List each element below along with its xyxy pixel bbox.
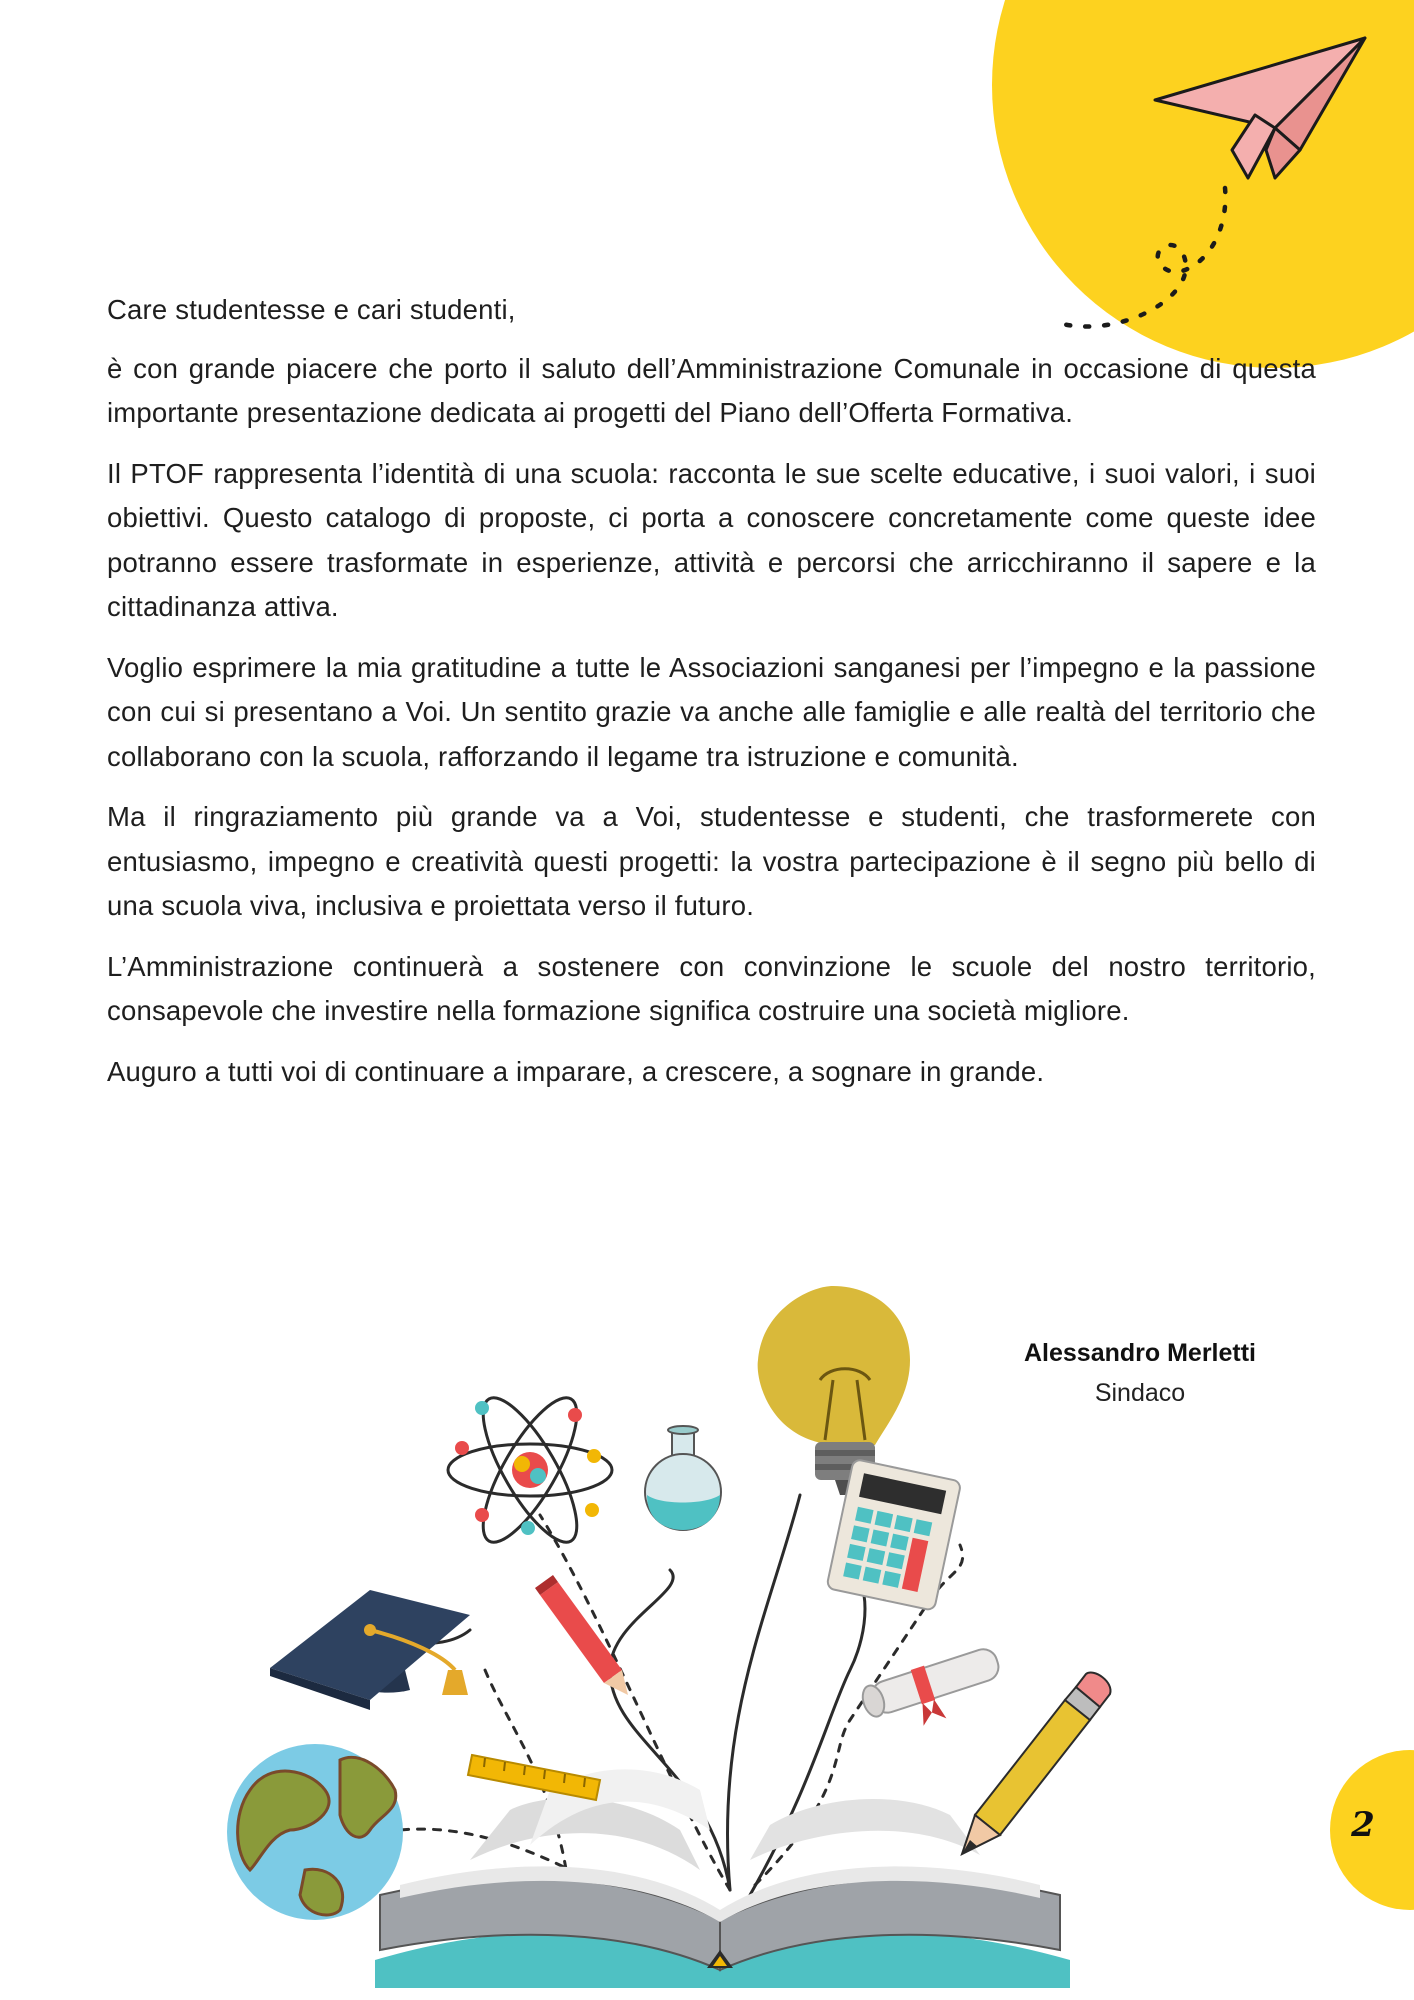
open-book-icon [375, 1769, 1070, 1988]
letter-paragraph: L’Amministrazione continuerà a sostenere con convinzione le scuole del nostro territorio, consapevole che investire nella formazione significa costruire una società migliore. [107, 950, 1316, 1026]
globe-icon [227, 1744, 403, 1920]
graduation-cap-icon [270, 1590, 470, 1710]
letter-paragraph: Voglio esprimere la mia gratitudine a tutte le Associazioni sanganesi per l’impegno e la passione con cui si presentano a Voi. Un sentito grazie va anche alle famiglie e alle realtà del territorio che collaborano con la scuola, rafforzando il legame tra istruzione e comunità. [107, 651, 1316, 772]
red-pencil-icon [535, 1575, 628, 1695]
education-illustration [210, 1270, 1220, 1990]
letter-greeting: Care studentesse e cari studenti, [107, 294, 516, 325]
signatory-role: Sindaco [1094, 1379, 1186, 1407]
letter-closing: Auguro a tutti voi di continuare a imparare, a crescere, a sognare in grande. [107, 1055, 1045, 1087]
yellow-pencil-icon [962, 1673, 1111, 1854]
signatory-name: Alessandro Merletti [1023, 1339, 1256, 1367]
flask-icon [645, 1426, 721, 1530]
atom-icon [448, 1386, 612, 1554]
page-number: 2 [1351, 1805, 1375, 1845]
letter-body [107, 288, 1316, 1110]
diploma-icon [858, 1644, 1009, 1741]
letter-paragraph: Ma il ringraziamento più grande va a Voi, studentesse e studenti, che trasformerete con entusiasmo, impegno e creatività questi progetti: la vostra partecipazione è il segno più bello di una scuola viva, inclusiva e proiettata verso il futuro. [107, 801, 1316, 921]
letter-paragraph: è con grande piacere che porto il saluto dell’Amministrazione Comunale in occasione di questa importante presentazione dedicata ai progetti del Piano dell’Offerta Formativa. [107, 352, 1316, 428]
letter-paragraph: Il PTOF rappresenta l’identità di una scuola: racconta le sue scelte educative, i suoi valori, i suoi obiettivi. Questo catalogo di proposte, ci porta a conoscere concretamente come queste idee potranno essere trasformate in esperienze, attività e percorsi che arricchiranno il sapere e la cittadinanza attiva. [107, 457, 1316, 622]
light-bulb-icon [758, 1286, 910, 1495]
ruler-icon [468, 1755, 600, 1800]
